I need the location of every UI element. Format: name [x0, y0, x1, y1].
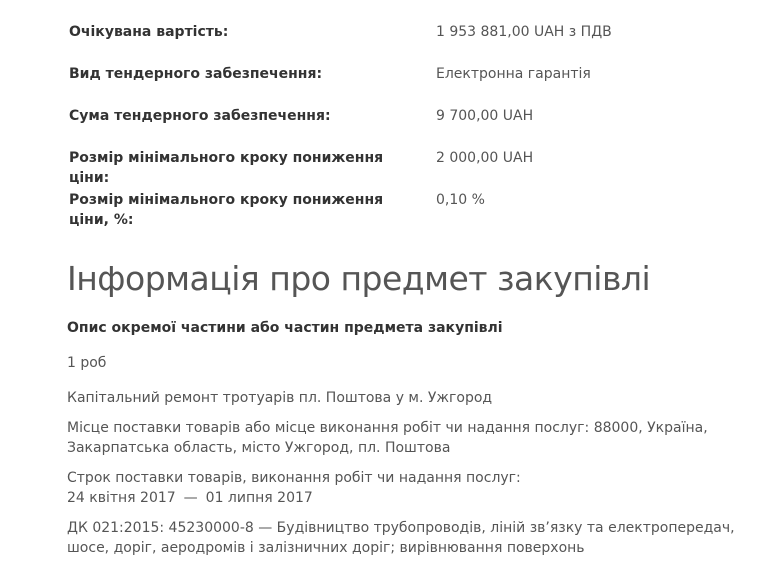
- detail-value: 2 000,00 UAH: [436, 150, 534, 166]
- item-name: Капітальний ремонт тротуарів пл. Поштова у м. Ужгород: [67, 390, 493, 406]
- detail-row-guarantee-amount: [69, 106, 534, 126]
- date-from: 24 квітня 2017: [67, 490, 176, 506]
- detail-value: Електронна гарантія: [436, 66, 591, 82]
- section-title: Інформація про предмет закупівлі: [67, 259, 651, 298]
- date-separator: —: [183, 490, 198, 506]
- delivery-term-dates: [67, 488, 707, 508]
- date-to: 01 липня 2017: [205, 490, 313, 506]
- delivery-place-line: Місце поставки товарів або місце виконання робіт чи надання послуг: 88000, Україна,: [67, 420, 708, 436]
- classification-code: [67, 518, 735, 558]
- delivery-place-line: Закарпатська область, місто Ужгород, пл. Поштова: [67, 440, 451, 456]
- detail-row-min-step: [69, 148, 534, 188]
- detail-row-expected-value: [69, 22, 612, 42]
- detail-label: Очікувана вартість:: [69, 24, 229, 40]
- detail-label: Вид тендерного забезпечення:: [69, 66, 323, 82]
- detail-label: Сума тендерного забезпечення:: [69, 108, 331, 124]
- classification-line: ДК 021:2015: 45230000-8 — Будівництво трубопроводів, ліній зв’язку та електропередач,: [67, 520, 735, 536]
- detail-value: 0,10 %: [436, 192, 485, 208]
- classification-line: шосе, доріг, аеродромів і залізничних доріг; вирівнювання поверхонь: [67, 540, 585, 556]
- detail-row-guarantee-type: [69, 64, 591, 84]
- lot-description-heading: Опис окремої частини або частин предмета закупівлі: [67, 320, 503, 336]
- delivery-term: [67, 468, 707, 508]
- item-quantity: 1 роб: [67, 355, 107, 371]
- delivery-term-label: Строк поставки товарів, виконання робіт чи надання послуг:: [67, 470, 521, 486]
- detail-value: 1 953 881,00 UAH з ПДВ: [436, 24, 612, 40]
- detail-value: 9 700,00 UAH: [436, 108, 534, 124]
- delivery-place: [67, 418, 707, 458]
- detail-label: Розмір мінімального кроку пониження ціни:: [69, 150, 384, 186]
- detail-row-min-step-percent: [69, 190, 485, 230]
- detail-label: Розмір мінімального кроку пониження ціни, %:: [69, 192, 384, 228]
